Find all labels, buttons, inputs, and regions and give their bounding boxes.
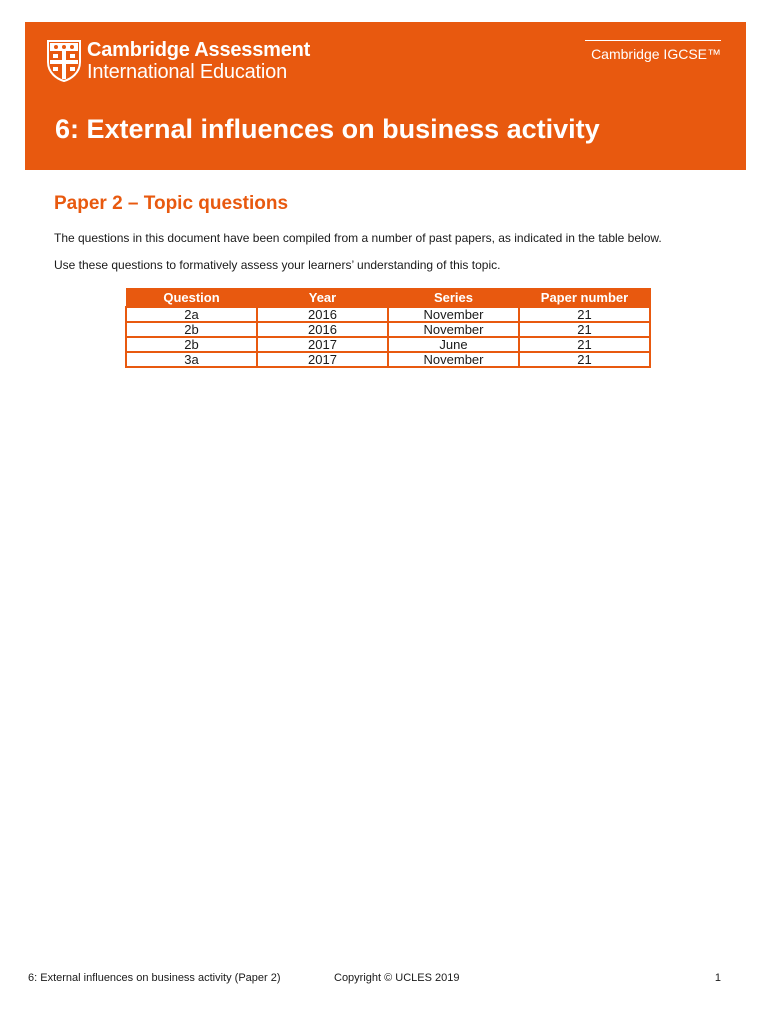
cell-year: 2017 xyxy=(257,337,388,352)
table-row xyxy=(126,337,650,352)
org-name-line2: International Education xyxy=(87,61,287,83)
cell-question: 3a xyxy=(126,352,257,367)
cell-question: 2b xyxy=(126,337,257,352)
table-row xyxy=(126,352,650,367)
cell-question: 2a xyxy=(126,307,257,322)
column-header-year: Year xyxy=(257,289,388,308)
header-banner xyxy=(25,22,746,170)
org-name-line1: Cambridge Assessment xyxy=(87,39,311,61)
footer-copyright: Copyright © UCLES 2019 xyxy=(334,972,460,984)
cell-paper-number: 21 xyxy=(519,322,650,337)
table-header-row xyxy=(126,289,650,308)
cell-paper-number: 21 xyxy=(519,307,650,322)
table-row xyxy=(126,307,650,322)
cambridge-logo xyxy=(47,40,310,82)
cell-paper-number: 21 xyxy=(519,337,650,352)
cambridge-shield-icon xyxy=(47,40,81,82)
table-row xyxy=(126,322,650,337)
column-header-paper-number: Paper number xyxy=(519,289,650,308)
cell-year: 2016 xyxy=(257,307,388,322)
cell-question: 2b xyxy=(126,322,257,337)
cell-paper-number: 21 xyxy=(519,352,650,367)
column-header-question: Question xyxy=(126,289,257,308)
page-number: 1 xyxy=(714,972,721,984)
usage-paragraph: Use these questions to formatively assess your learners’ understanding of this topic. xyxy=(54,258,501,272)
cell-series: November xyxy=(388,352,519,367)
footer-document-title: 6: External influences on business activity (Paper 2) xyxy=(28,972,281,984)
past-papers-table xyxy=(125,288,651,368)
qualification-label: Cambridge IGCSE™ xyxy=(585,40,721,62)
column-header-series: Series xyxy=(388,289,519,308)
intro-paragraph: The questions in this document have been compiled from a number of past papers, as indicated in the table below. xyxy=(54,231,662,245)
cell-series: November xyxy=(388,322,519,337)
cell-series: November xyxy=(388,307,519,322)
cell-series: June xyxy=(388,337,519,352)
cell-year: 2017 xyxy=(257,352,388,367)
cell-year: 2016 xyxy=(257,322,388,337)
page-title: 6: External influences on business activity xyxy=(55,114,600,144)
section-title: Paper 2 – Topic questions xyxy=(54,193,289,214)
